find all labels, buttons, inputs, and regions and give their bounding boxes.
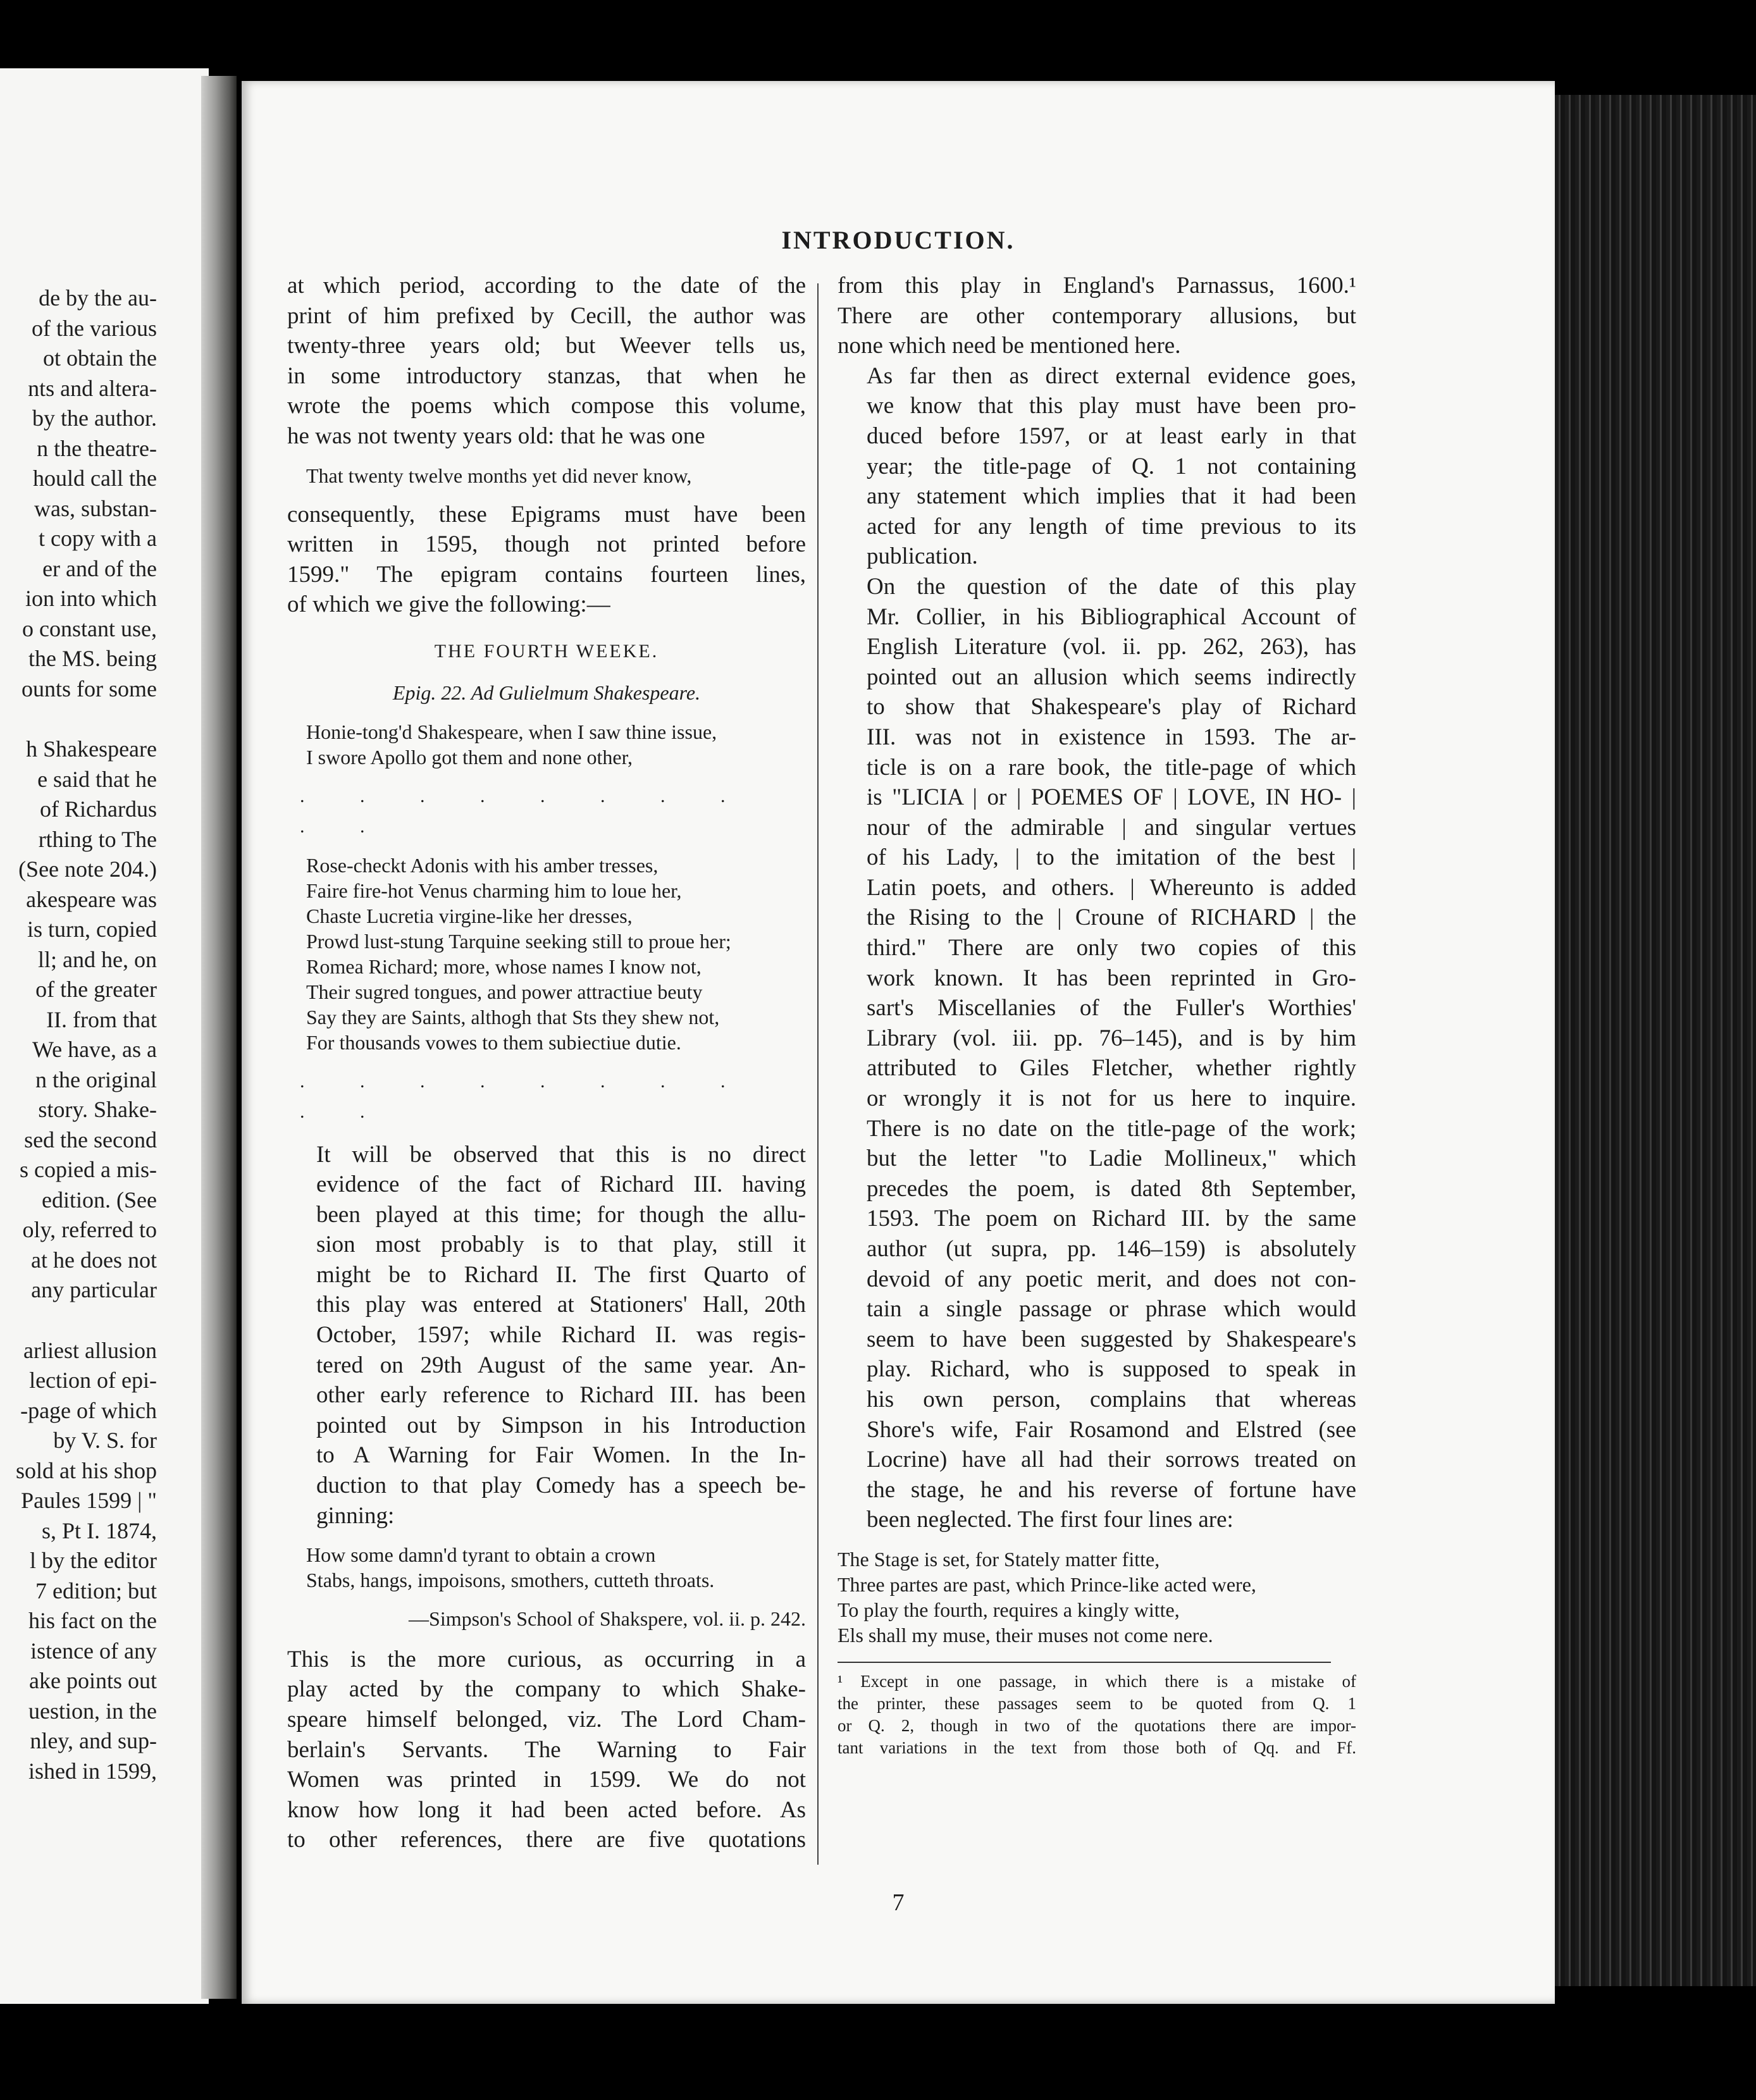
fragment-line: nts and altera- bbox=[28, 375, 157, 401]
left-page-text bbox=[0, 283, 202, 1786]
left-column bbox=[287, 271, 806, 1855]
fragment-line: of the greater bbox=[35, 977, 157, 1002]
verse-line: Els shall my muse, their muses not come nere. bbox=[838, 1623, 1213, 1646]
fragment-line: rthing to The bbox=[38, 826, 157, 852]
fragment-line: by V. S. for bbox=[53, 1428, 157, 1453]
fragment-line: II. from that bbox=[46, 1006, 157, 1032]
text-line: he was not twenty years old: that he was one bbox=[287, 423, 705, 449]
fragment-line: of Richardus bbox=[40, 796, 157, 822]
text-line: sion most probably is to that play, still it bbox=[316, 1232, 806, 1258]
paragraph bbox=[287, 271, 806, 452]
text-line: It will be observed that this is no direct bbox=[316, 1141, 806, 1168]
text-line: berlain's Servants. The Warning to Fair bbox=[287, 1736, 806, 1763]
verse-line: I swore Apollo got them and none other, bbox=[306, 746, 633, 769]
text-line: know how long it had been acted before. As bbox=[287, 1796, 806, 1823]
text-line: Locrine) have all had their sorrows treated on bbox=[867, 1447, 1356, 1473]
epigram-heading: THE FOURTH WEEKE. bbox=[434, 640, 659, 662]
text-line: third." There are only two copies of this bbox=[867, 935, 1356, 961]
text-line: III. was not in existence in 1593. The ar- bbox=[867, 724, 1356, 750]
footnote-line: tant variations in the text from those both of Qq. and Ff. bbox=[838, 1738, 1356, 1757]
footnote-line: or Q. 2, though in two of the quotations there are impor- bbox=[838, 1715, 1356, 1735]
text-line: 1593. The poem on Richard III. by the same bbox=[867, 1206, 1356, 1232]
text-line: Women was printed in 1599. We do not bbox=[287, 1767, 806, 1793]
main-page bbox=[242, 81, 1555, 2004]
fragment-line: ished in 1599, bbox=[28, 1758, 157, 1784]
text-line: or wrongly it is not for us here to inquire. bbox=[867, 1085, 1356, 1112]
verse-line: Chaste Lucretia virgine-like her dresses, bbox=[306, 905, 633, 928]
text-line: been played at this time; for though the allu- bbox=[316, 1201, 806, 1228]
text-line: to other references, there are five quotations bbox=[287, 1827, 806, 1853]
fragment-line: ot obtain the bbox=[43, 345, 157, 371]
paragraph bbox=[838, 572, 1356, 1535]
fragment-line: s, Pt I. 1874, bbox=[41, 1517, 157, 1543]
footnote-rule bbox=[838, 1662, 1331, 1663]
fragment-line: was, substan- bbox=[34, 495, 157, 521]
verse-line: Faire fire-hot Venus charming him to loue her, bbox=[306, 879, 682, 903]
fragment-line: o constant use, bbox=[22, 615, 157, 641]
text-line: play acted by the company to which Shake- bbox=[287, 1676, 806, 1703]
fragment-line: ion into which bbox=[25, 586, 157, 611]
verse-line: Romea Richard; more, whose names I know not, bbox=[306, 955, 702, 979]
text-line: his own person, complains that whereas bbox=[867, 1386, 1356, 1412]
epigram-verse bbox=[306, 719, 806, 770]
verse-line: Say they are Saints, althogh that Sts they shew not, bbox=[306, 1006, 720, 1029]
text-line: evidence of the fact of Richard III. having bbox=[316, 1171, 806, 1198]
right-column bbox=[838, 271, 1356, 1759]
text-line: 1599." The epigram contains fourteen lines, bbox=[287, 561, 806, 588]
fragment-line: is turn, copied bbox=[27, 917, 157, 942]
text-line: Shore's wife, Fair Rosamond and Elstred (see bbox=[867, 1416, 1356, 1443]
text-line: devoid of any poetic merit, and does not con- bbox=[867, 1266, 1356, 1292]
text-line: any statement which implies that it had been bbox=[867, 483, 1356, 510]
fragment-line: ll; and he, on bbox=[38, 946, 157, 972]
text-line: pointed out by Simpson in his Introduction bbox=[316, 1412, 806, 1438]
text-line: Latin poets, and others. | Whereunto is added bbox=[867, 874, 1356, 901]
book-page-edges bbox=[1555, 95, 1756, 1986]
text-line: the Rising to the | Croune of RICHARD | the bbox=[867, 905, 1356, 931]
fragment-line: er and of the bbox=[42, 555, 157, 581]
fragment-line: (See note 204.) bbox=[18, 856, 157, 882]
book-gutter bbox=[201, 76, 237, 1999]
verse-line: Honie-tong'd Shakespeare, when I saw thine issue, bbox=[306, 720, 717, 744]
text-line: speare himself belonged, viz. The Lord Cham- bbox=[287, 1707, 806, 1732]
text-line: precedes the poem, is dated 8th September, bbox=[867, 1175, 1356, 1202]
quotation-attribution: —Simpson's School of Shakspere, vol. ii. p. 242. bbox=[409, 1607, 806, 1631]
fragment-line: sold at his shop bbox=[15, 1457, 157, 1483]
paragraph bbox=[838, 271, 1356, 361]
text-line: in some introductory stanzas, that when he bbox=[287, 362, 806, 389]
text-line: is "LICIA | or | POEMES OF | LOVE, IN HO- | bbox=[867, 784, 1356, 811]
epigram-subheading: Epig. 22. Ad Gulielmum Shakespeare. bbox=[392, 681, 701, 704]
footnote-line: ¹ Except in one passage, in which there is a mistake of bbox=[838, 1671, 1356, 1691]
text-line: There is no date on the title-page of the work; bbox=[867, 1115, 1356, 1142]
fragment-line: We have, as a bbox=[32, 1037, 157, 1062]
paragraph bbox=[838, 361, 1356, 572]
fragment-line: his fact on the bbox=[28, 1608, 157, 1633]
paragraph bbox=[287, 1645, 806, 1855]
verse-line: Stabs, hangs, impoisons, smothers, cutteth throats. bbox=[306, 1569, 715, 1592]
fragment-line: nley, and sup- bbox=[30, 1728, 157, 1753]
verse-line: To play the fourth, requires a kingly witte, bbox=[838, 1598, 1180, 1621]
fragment-line: story. Shake- bbox=[38, 1097, 157, 1122]
text-line: of his Lady, | to the imitation of the best | bbox=[867, 844, 1356, 871]
text-line: might be to Richard II. The first Quarto of bbox=[316, 1261, 806, 1288]
ellipsis-dots: . . . . . . . . . . bbox=[300, 786, 751, 837]
fragment-line bbox=[0, 704, 202, 734]
fragment-line: ake points out bbox=[29, 1668, 157, 1693]
text-line: year; the title-page of Q. 1 not containing bbox=[867, 453, 1356, 479]
fragment-line: the MS. being bbox=[28, 646, 157, 671]
text-line: of which we give the following:— bbox=[287, 591, 610, 618]
fragment-line: l by the editor bbox=[30, 1548, 157, 1573]
fragment-line: sed the second bbox=[24, 1127, 157, 1152]
quotation bbox=[306, 1542, 806, 1593]
text-line: pointed out an allusion which seems indirectly bbox=[867, 664, 1356, 690]
column-rule bbox=[817, 283, 819, 1865]
fragment-line: Paules 1599 | " bbox=[21, 1488, 157, 1513]
text-line: we know that this play must have been pro- bbox=[867, 393, 1356, 419]
fragment-line: lection of epi- bbox=[29, 1368, 157, 1393]
fragment-line: by the author. bbox=[32, 405, 157, 431]
verse-line: For thousands vowes to them subiectiue dutie. bbox=[306, 1031, 681, 1054]
text-line: other early reference to Richard III. has been bbox=[316, 1382, 806, 1409]
epigram-verse bbox=[306, 853, 806, 1055]
fragment-line: any particular bbox=[31, 1277, 157, 1302]
text-line: There are other contemporary allusions, but bbox=[838, 302, 1356, 329]
text-line: tain a single passage or phrase which would bbox=[867, 1296, 1356, 1323]
fragment-line: of the various bbox=[32, 315, 157, 341]
fragment-line: s copied a mis- bbox=[20, 1157, 157, 1182]
text-line: duced before 1597, or at least early in that bbox=[867, 423, 1356, 449]
text-line: been neglected. The first four lines are: bbox=[867, 1507, 1234, 1533]
text-line: wrote the poems which compose this volume, bbox=[287, 393, 806, 419]
fragment-line: ounts for some bbox=[22, 676, 157, 701]
text-line: acted for any length of time previous to its bbox=[867, 513, 1356, 540]
footnote bbox=[838, 1671, 1356, 1759]
fragment-line: n the original bbox=[35, 1066, 157, 1092]
fragment-line: 7 edition; but bbox=[35, 1578, 157, 1603]
fragment-line: -page of which bbox=[20, 1397, 157, 1423]
text-line: Library (vol. iii. pp. 76–145), and is by him bbox=[867, 1025, 1356, 1051]
text-line: play. Richard, who is supposed to speak in bbox=[867, 1356, 1356, 1383]
verse-line: Three partes are past, which Prince-like acted were, bbox=[838, 1572, 1256, 1596]
fragment-line: at he does not bbox=[31, 1247, 157, 1273]
fragment-line bbox=[0, 1306, 202, 1336]
text-line: author (ut supra, pp. 146–159) is absolutely bbox=[867, 1236, 1356, 1262]
fragment-line: istence of any bbox=[30, 1638, 157, 1664]
text-line: but the letter "to Ladie Mollineux," which bbox=[867, 1146, 1356, 1172]
text-line: twenty-three years old; but Weever tells us, bbox=[287, 333, 806, 359]
text-line: ginning: bbox=[316, 1502, 395, 1529]
text-line: English Literature (vol. ii. pp. 262, 263), has bbox=[867, 634, 1356, 660]
verse-line: Their sugred tongues, and power attractiue beuty bbox=[306, 980, 703, 1004]
left-page-fragment bbox=[0, 68, 209, 2004]
text-line: As far then as direct external evidence goes, bbox=[867, 362, 1356, 389]
verse-line: The Stage is set, for Stately matter fitte, bbox=[838, 1547, 1160, 1571]
fragment-line: hould call the bbox=[33, 466, 157, 491]
quotation: That twenty twelve months yet did never know, bbox=[306, 464, 692, 487]
paragraph bbox=[287, 1140, 806, 1531]
page-number: 7 bbox=[892, 1889, 905, 1916]
text-line: seem to have been suggested by Shakespeare's bbox=[867, 1326, 1356, 1352]
text-line: attributed to Giles Fletcher, whether rightly bbox=[867, 1055, 1356, 1082]
running-head: INTRODUCTION. bbox=[781, 226, 1015, 254]
text-line: This is the more curious, as occurring in a bbox=[287, 1646, 806, 1672]
text-line: ticle is on a rare book, the title-page of which bbox=[867, 754, 1356, 781]
verse-line: Rose-checkt Adonis with his amber tresses, bbox=[306, 854, 658, 877]
text-line: at which period, according to the date of the bbox=[287, 273, 806, 299]
text-line: duction to that play Comedy has a speech be- bbox=[316, 1473, 806, 1499]
text-line: print of him prefixed by Cecill, the author was bbox=[287, 302, 806, 329]
fragment-line: e said that he bbox=[37, 766, 157, 792]
text-line: On the question of the date of this play bbox=[867, 573, 1356, 600]
text-line: to show that Shakespeare's play of Richard bbox=[867, 694, 1356, 720]
text-line: the stage, he and his reverse of fortune have bbox=[867, 1476, 1356, 1503]
fragment-line: oly, referred to bbox=[22, 1217, 157, 1242]
text-line: tered on 29th August of the same year. An- bbox=[316, 1352, 806, 1378]
verse-line: How some damn'd tyrant to obtain a crown bbox=[306, 1543, 656, 1567]
text-line: nour of the admirable | and singular vertues bbox=[867, 814, 1356, 841]
text-line: consequently, these Epigrams must have been bbox=[287, 501, 806, 528]
fragment-line: n the theatre- bbox=[37, 435, 157, 461]
paragraph bbox=[287, 500, 806, 620]
text-line: written in 1595, though not printed before bbox=[287, 531, 806, 558]
fragment-line: arliest allusion bbox=[23, 1337, 157, 1363]
ellipsis-dots: . . . . . . . . . . bbox=[300, 1071, 751, 1122]
text-line: from this play in England's Parnassus, 1600.¹ bbox=[838, 273, 1356, 299]
fragment-line: edition. (See bbox=[42, 1187, 157, 1213]
quoted-verse bbox=[838, 1547, 1356, 1648]
text-line: Mr. Collier, in his Bibliographical Account of bbox=[867, 603, 1356, 630]
fragment-line: akespeare was bbox=[26, 886, 157, 912]
fragment-line: t copy with a bbox=[39, 526, 157, 551]
text-line: this play was entered at Stationers' Hall, 20th bbox=[316, 1292, 806, 1318]
verse-line: Prowd lust-stung Tarquine seeking still to proue her; bbox=[306, 930, 731, 953]
text-line: none which need be mentioned here. bbox=[838, 333, 1181, 359]
text-line: sart's Miscellanies of the Fuller's Worthies' bbox=[867, 995, 1356, 1022]
fragment-line: uestion, in the bbox=[28, 1698, 157, 1724]
footnote-line: the printer, these passages seem to be quoted from Q. 1 bbox=[838, 1693, 1356, 1713]
fragment-line: de by the au- bbox=[39, 285, 157, 311]
fragment-line: h Shakespeare bbox=[26, 736, 157, 762]
text-line: publication. bbox=[867, 543, 978, 570]
text-line: October, 1597; while Richard II. was regis- bbox=[316, 1322, 806, 1349]
text-line: to A Warning for Fair Women. In the In- bbox=[316, 1442, 806, 1469]
text-line: work known. It has been reprinted in Gro- bbox=[867, 965, 1356, 991]
